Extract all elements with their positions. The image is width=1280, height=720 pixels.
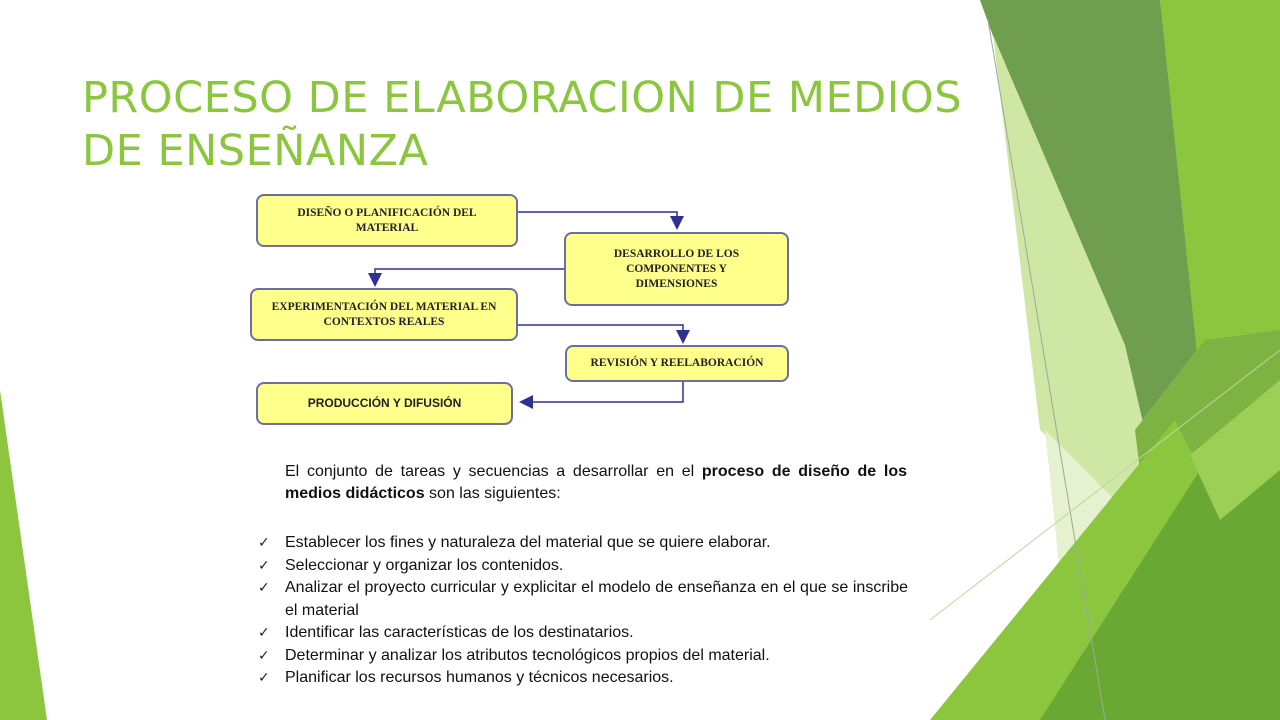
step-experimentation bbox=[250, 288, 518, 341]
check-icon: ✓ bbox=[258, 670, 270, 686]
connector-3-to-4 bbox=[517, 325, 683, 337]
check-icon: ✓ bbox=[258, 647, 270, 664]
check-icon: ✓ bbox=[258, 557, 270, 574]
step-2-line1: DESARROLLO DE LOS bbox=[613, 247, 740, 260]
intro-paragraph bbox=[285, 461, 907, 505]
step-2-line2: COMPONENTES Y bbox=[626, 262, 727, 275]
check-icon: ✓ bbox=[258, 580, 270, 596]
list-item bbox=[258, 667, 908, 690]
task-text: Identificar las características de los destinatarios. bbox=[285, 624, 634, 641]
list-item bbox=[258, 622, 908, 645]
list-item bbox=[258, 645, 908, 668]
check-icon: ✓ bbox=[258, 535, 270, 551]
intro-after: son las siguientes: bbox=[424, 485, 561, 502]
slide-title-line1: PROCESO DE ELABORACION DE MEDIOS bbox=[82, 73, 963, 123]
step-5-line1: PRODUCCIÓN Y DIFUSIÓN bbox=[307, 396, 462, 410]
connector-1-to-2 bbox=[517, 212, 677, 223]
intro-bold: proceso de diseño de los medios didácticos bbox=[285, 463, 908, 502]
connector-4-to-5 bbox=[526, 382, 683, 402]
step-3-line1: EXPERIMENTACIÓN DEL MATERIAL EN bbox=[271, 300, 497, 313]
task-text: Analizar el proyecto curricular y explicitar el modelo de enseñanza en el que se inscribe el material bbox=[285, 579, 908, 619]
list-item bbox=[258, 577, 908, 622]
task-text: Planificar los recursos humanos y técnicos necesarios. bbox=[285, 669, 674, 686]
task-text: Establecer los fines y naturaleza del material que se quiere elaborar. bbox=[285, 534, 771, 551]
intro-before: El conjunto de tareas y secuencias a desarrollar en el bbox=[285, 463, 702, 480]
connector-2-to-3 bbox=[375, 269, 565, 280]
step-1-line1: DISEÑO O PLANIFICACIÓN DEL bbox=[297, 206, 477, 219]
step-3-line2: CONTEXTOS REALES bbox=[323, 315, 445, 328]
list-item bbox=[258, 532, 908, 555]
step-revision bbox=[565, 345, 789, 382]
check-icon: ✓ bbox=[258, 625, 270, 641]
slide-title-line2: DE ENSEÑANZA bbox=[82, 126, 429, 176]
task-text: Determinar y analizar los atributos tecnológicos propios del material. bbox=[285, 646, 770, 664]
step-2-line3: DIMENSIONES bbox=[635, 277, 718, 290]
step-development bbox=[564, 232, 789, 306]
step-production bbox=[256, 382, 513, 425]
step-4-line1: REVISIÓN Y REELABORACIÓN bbox=[590, 357, 764, 369]
list-item bbox=[258, 555, 908, 578]
task-list bbox=[258, 532, 908, 690]
step-design-planning bbox=[256, 194, 518, 247]
step-1-line2: MATERIAL bbox=[355, 221, 419, 234]
task-text: Seleccionar y organizar los contenidos. bbox=[285, 556, 564, 574]
